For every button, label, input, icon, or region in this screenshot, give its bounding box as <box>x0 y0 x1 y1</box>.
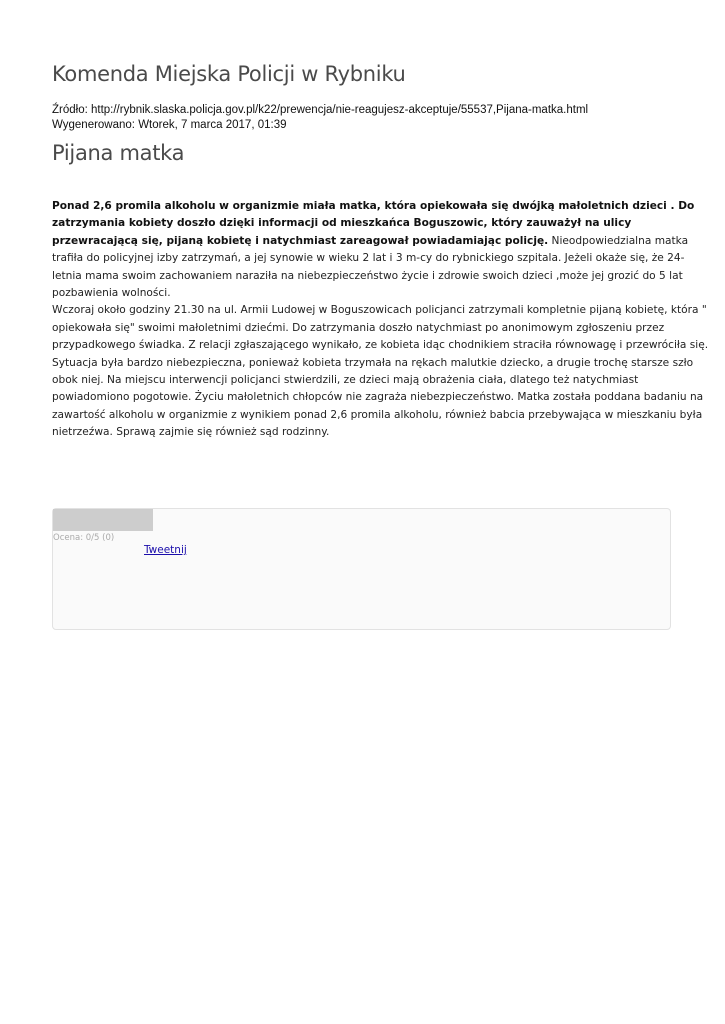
article-lead-line: przewracającą się, pijaną kobietę i natychmiast zareagował powiadamiając policję. <box>52 234 549 247</box>
source-line: Źródło: http://rybnik.slaska.policja.gov.pl/k22/prewencja/nie-reagujesz-akceptuje/55537,Pijana-matka.html <box>52 104 589 116</box>
article-paragraph-line: przypadkowego świadka. Z relacji zgłaszającego wynikało, ze kobieta idąc chodnikiem straciła równowagę i przewróciła się. <box>52 339 709 352</box>
article-paragraph-line: letnia mama swoim zachowaniem naraziła na niebezpieczeństwo życie i zdrowie swoich dzieci ,może jej grozić do 5 lat <box>52 269 683 282</box>
document-meta <box>52 103 588 133</box>
tweet-link[interactable]: Tweetnij <box>144 544 187 556</box>
article-body <box>52 198 709 442</box>
article-lead-tail: Nieodpowiedzialna matka <box>548 234 689 247</box>
article-lead-line: zatrzymania kobiety doszło dzięki informacji od mieszkańca Boguszowic, który zauważył na ulicy <box>52 217 632 230</box>
article-paragraph-line: obok niej. Na miejscu interwencji policjanci stwierdzili, ze dzieci mają obrażenia ciała, dlatego też natychmiast <box>52 374 639 387</box>
article-paragraph-line: Sytuacja była bardzo niebezpieczna, ponieważ kobieta trzymała na rękach malutkie dziecko, a drugie trochę starsze szło <box>52 356 694 369</box>
article-lead-mixed-line <box>52 233 689 250</box>
article-title: Pijana matka <box>52 141 185 165</box>
rating-label: Ocena: 0/5 (0) <box>53 533 115 543</box>
article-paragraph-line: powiadomiono pogotowie. Życiu małoletnich chłopców nie zagraża niebezpieczeństwo. Matka została poddana badaniu na <box>52 391 704 404</box>
rating-panel <box>52 508 671 630</box>
article-paragraph-line: opiekowała się" swoimi małoletnimi dziećmi. Do zatrzymania doszło natychmiast po anonimowym zgłoszeniu przez <box>52 321 665 334</box>
article-paragraph-line: zawartość alkoholu w organizmie z wynikiem ponad 2,6 promila alkoholu, również babcia przebywająca w mieszkaniu była <box>52 408 703 421</box>
rating-bar[interactable] <box>53 509 153 531</box>
site-title: Komenda Miejska Policji w Rybniku <box>52 62 406 86</box>
article-paragraph-line: Wczoraj około godziny 21.30 na ul. Armii Ludowej w Boguszowicach policjanci zatrzymali kompletnie pijaną kobietę, która " <box>52 304 707 317</box>
article-paragraph-line: pozbawienia wolności. <box>52 287 171 300</box>
generated-line: Wygenerowano: Wtorek, 7 marca 2017, 01:39 <box>52 119 287 131</box>
article-paragraph-line: trafiła do policyjnej izby zatrzymań, a jej synowie w wieku 2 lat i 3 m-cy do rybnickiego szpitala. Jeżeli okaże się, że 24- <box>52 252 685 265</box>
article-paragraph-line: nietrzeźwa. Sprawą zajmie się również sąd rodzinny. <box>52 426 330 439</box>
article-lead-line: Ponad 2,6 promila alkoholu w organizmie miała matka, która opiekowała się dwójką małoletnich dzieci . Do <box>52 200 695 212</box>
